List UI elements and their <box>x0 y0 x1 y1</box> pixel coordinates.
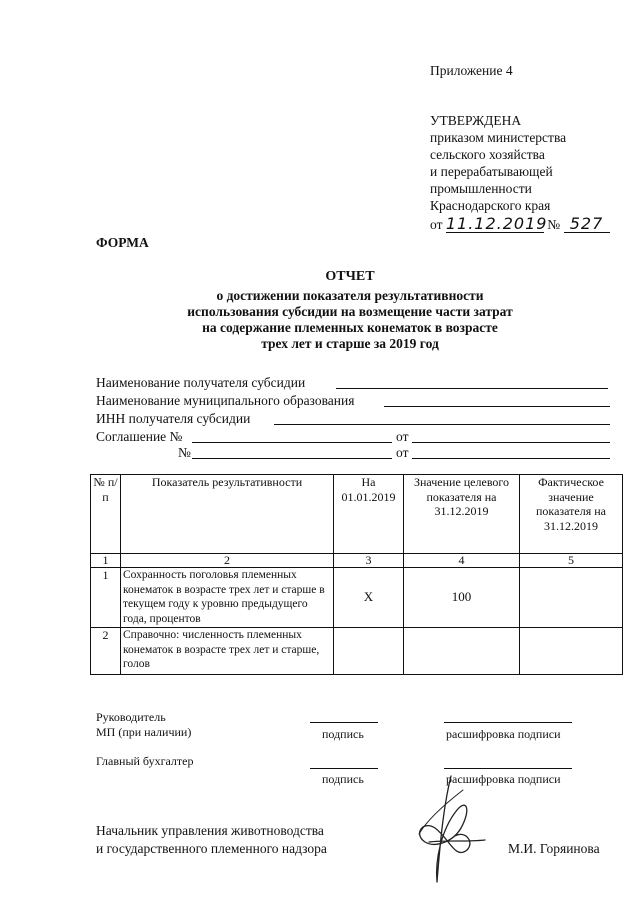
table-row <box>91 568 623 628</box>
field-agreement-label: Соглашение № <box>96 429 183 444</box>
approval-number: 527 <box>564 215 610 233</box>
field-agreement-date-line[interactable] <box>412 442 610 443</box>
header-cell: На 01.01.2019 <box>334 475 404 554</box>
field-municipality-label: Наименование муниципального образования <box>96 393 355 408</box>
accountant-signature-caption: подпись <box>322 772 364 786</box>
head-label: Руководитель <box>96 710 166 724</box>
head-decoding-line[interactable] <box>444 722 572 723</box>
accountant-decoding-caption: расшифровка подписи <box>446 772 561 786</box>
approval-block <box>430 112 630 233</box>
column-number: 4 <box>404 554 520 568</box>
table-column-numbers-row <box>91 554 623 568</box>
header-cell: Фактическое значение показателя на 31.12.2019 <box>520 475 623 554</box>
row-indicator: Справочно: численность племенных конематок в возрасте трех лет и старше, голов <box>121 628 334 675</box>
header-cell: Показатель результативности <box>121 475 334 554</box>
head-signature-line[interactable] <box>310 722 378 723</box>
subtitle-line: о достижении показателя результативности <box>216 288 484 303</box>
row-start-value: Х <box>334 568 404 628</box>
approval-line: Краснодарского края <box>430 198 551 213</box>
row-number: 1 <box>91 568 121 628</box>
column-number: 2 <box>121 554 334 568</box>
accountant-signature-line[interactable] <box>310 768 378 769</box>
form-label: ФОРМА <box>96 235 149 250</box>
field-additional-number-line[interactable] <box>192 458 392 459</box>
approval-line: приказом министерства <box>430 130 567 145</box>
row-actual-value[interactable] <box>520 628 623 675</box>
report-table <box>90 474 623 675</box>
field-inn-line[interactable] <box>274 424 610 425</box>
report-title: ОТЧЕТ <box>325 269 375 284</box>
head-signature-caption: подпись <box>322 727 364 741</box>
chief-title-line2: и государственного племенного надзора <box>96 841 327 856</box>
approval-date: 11.12.2019 <box>445 214 548 233</box>
table-header-row <box>91 475 623 554</box>
header-cell: № п/п <box>91 475 121 554</box>
appendix-label: Приложение 4 <box>430 63 513 78</box>
field-additional-date-line[interactable] <box>412 458 610 459</box>
field-agreement-number-line[interactable] <box>192 442 392 443</box>
accountant-decoding-line[interactable] <box>444 768 572 769</box>
chief-title-line1: Начальник управления животноводства <box>96 823 324 838</box>
head-decoding-caption: расшифровка подписи <box>446 727 561 741</box>
report-subtitle <box>0 288 640 352</box>
row-target-value[interactable] <box>404 628 520 675</box>
field-inn-label: ИНН получателя субсидии <box>96 411 251 426</box>
subtitle-line: трех лет и старше за 2019 год <box>261 336 439 351</box>
approval-line: и перерабатывающей <box>430 164 553 179</box>
field-additional-from: от <box>396 445 409 460</box>
row-target-value: 100 <box>404 568 520 628</box>
header-cell: Значение целевого показателя на 31.12.2019 <box>404 475 520 554</box>
field-municipality-line[interactable] <box>384 406 610 407</box>
row-number: 2 <box>91 628 121 675</box>
field-agreement-from: от <box>396 429 409 444</box>
table-row <box>91 628 623 675</box>
subtitle-line: использования субсидии на возмещение части затрат <box>187 304 513 319</box>
column-number: 5 <box>520 554 623 568</box>
column-number: 1 <box>91 554 121 568</box>
approval-title: УТВЕРЖДЕНА <box>430 113 522 128</box>
approval-line: промышленности <box>430 181 532 196</box>
chief-name: М.И. Горяинова <box>508 841 600 856</box>
accountant-label: Главный бухгалтер <box>96 754 194 768</box>
field-recipient-line[interactable] <box>336 388 608 389</box>
row-indicator: Сохранность поголовья племенных конематок в возрасте трех лет и старше в текущем году к уровню предыдущего года, процентов <box>121 568 334 628</box>
row-start-value[interactable] <box>334 628 404 675</box>
seal-label: МП (при наличии) <box>96 725 192 739</box>
date-prefix: от <box>430 217 443 232</box>
approval-line: сельского хозяйства <box>430 147 545 162</box>
column-number: 3 <box>334 554 404 568</box>
subtitle-line: на содержание племенных конематок в возрасте <box>202 320 498 335</box>
approval-date-row <box>430 215 630 233</box>
handwritten-signature-icon <box>405 770 495 890</box>
number-prefix: № <box>547 217 561 232</box>
row-actual-value[interactable] <box>520 568 623 628</box>
field-recipient-label: Наименование получателя субсидии <box>96 375 306 390</box>
field-number-sign: № <box>178 445 191 460</box>
